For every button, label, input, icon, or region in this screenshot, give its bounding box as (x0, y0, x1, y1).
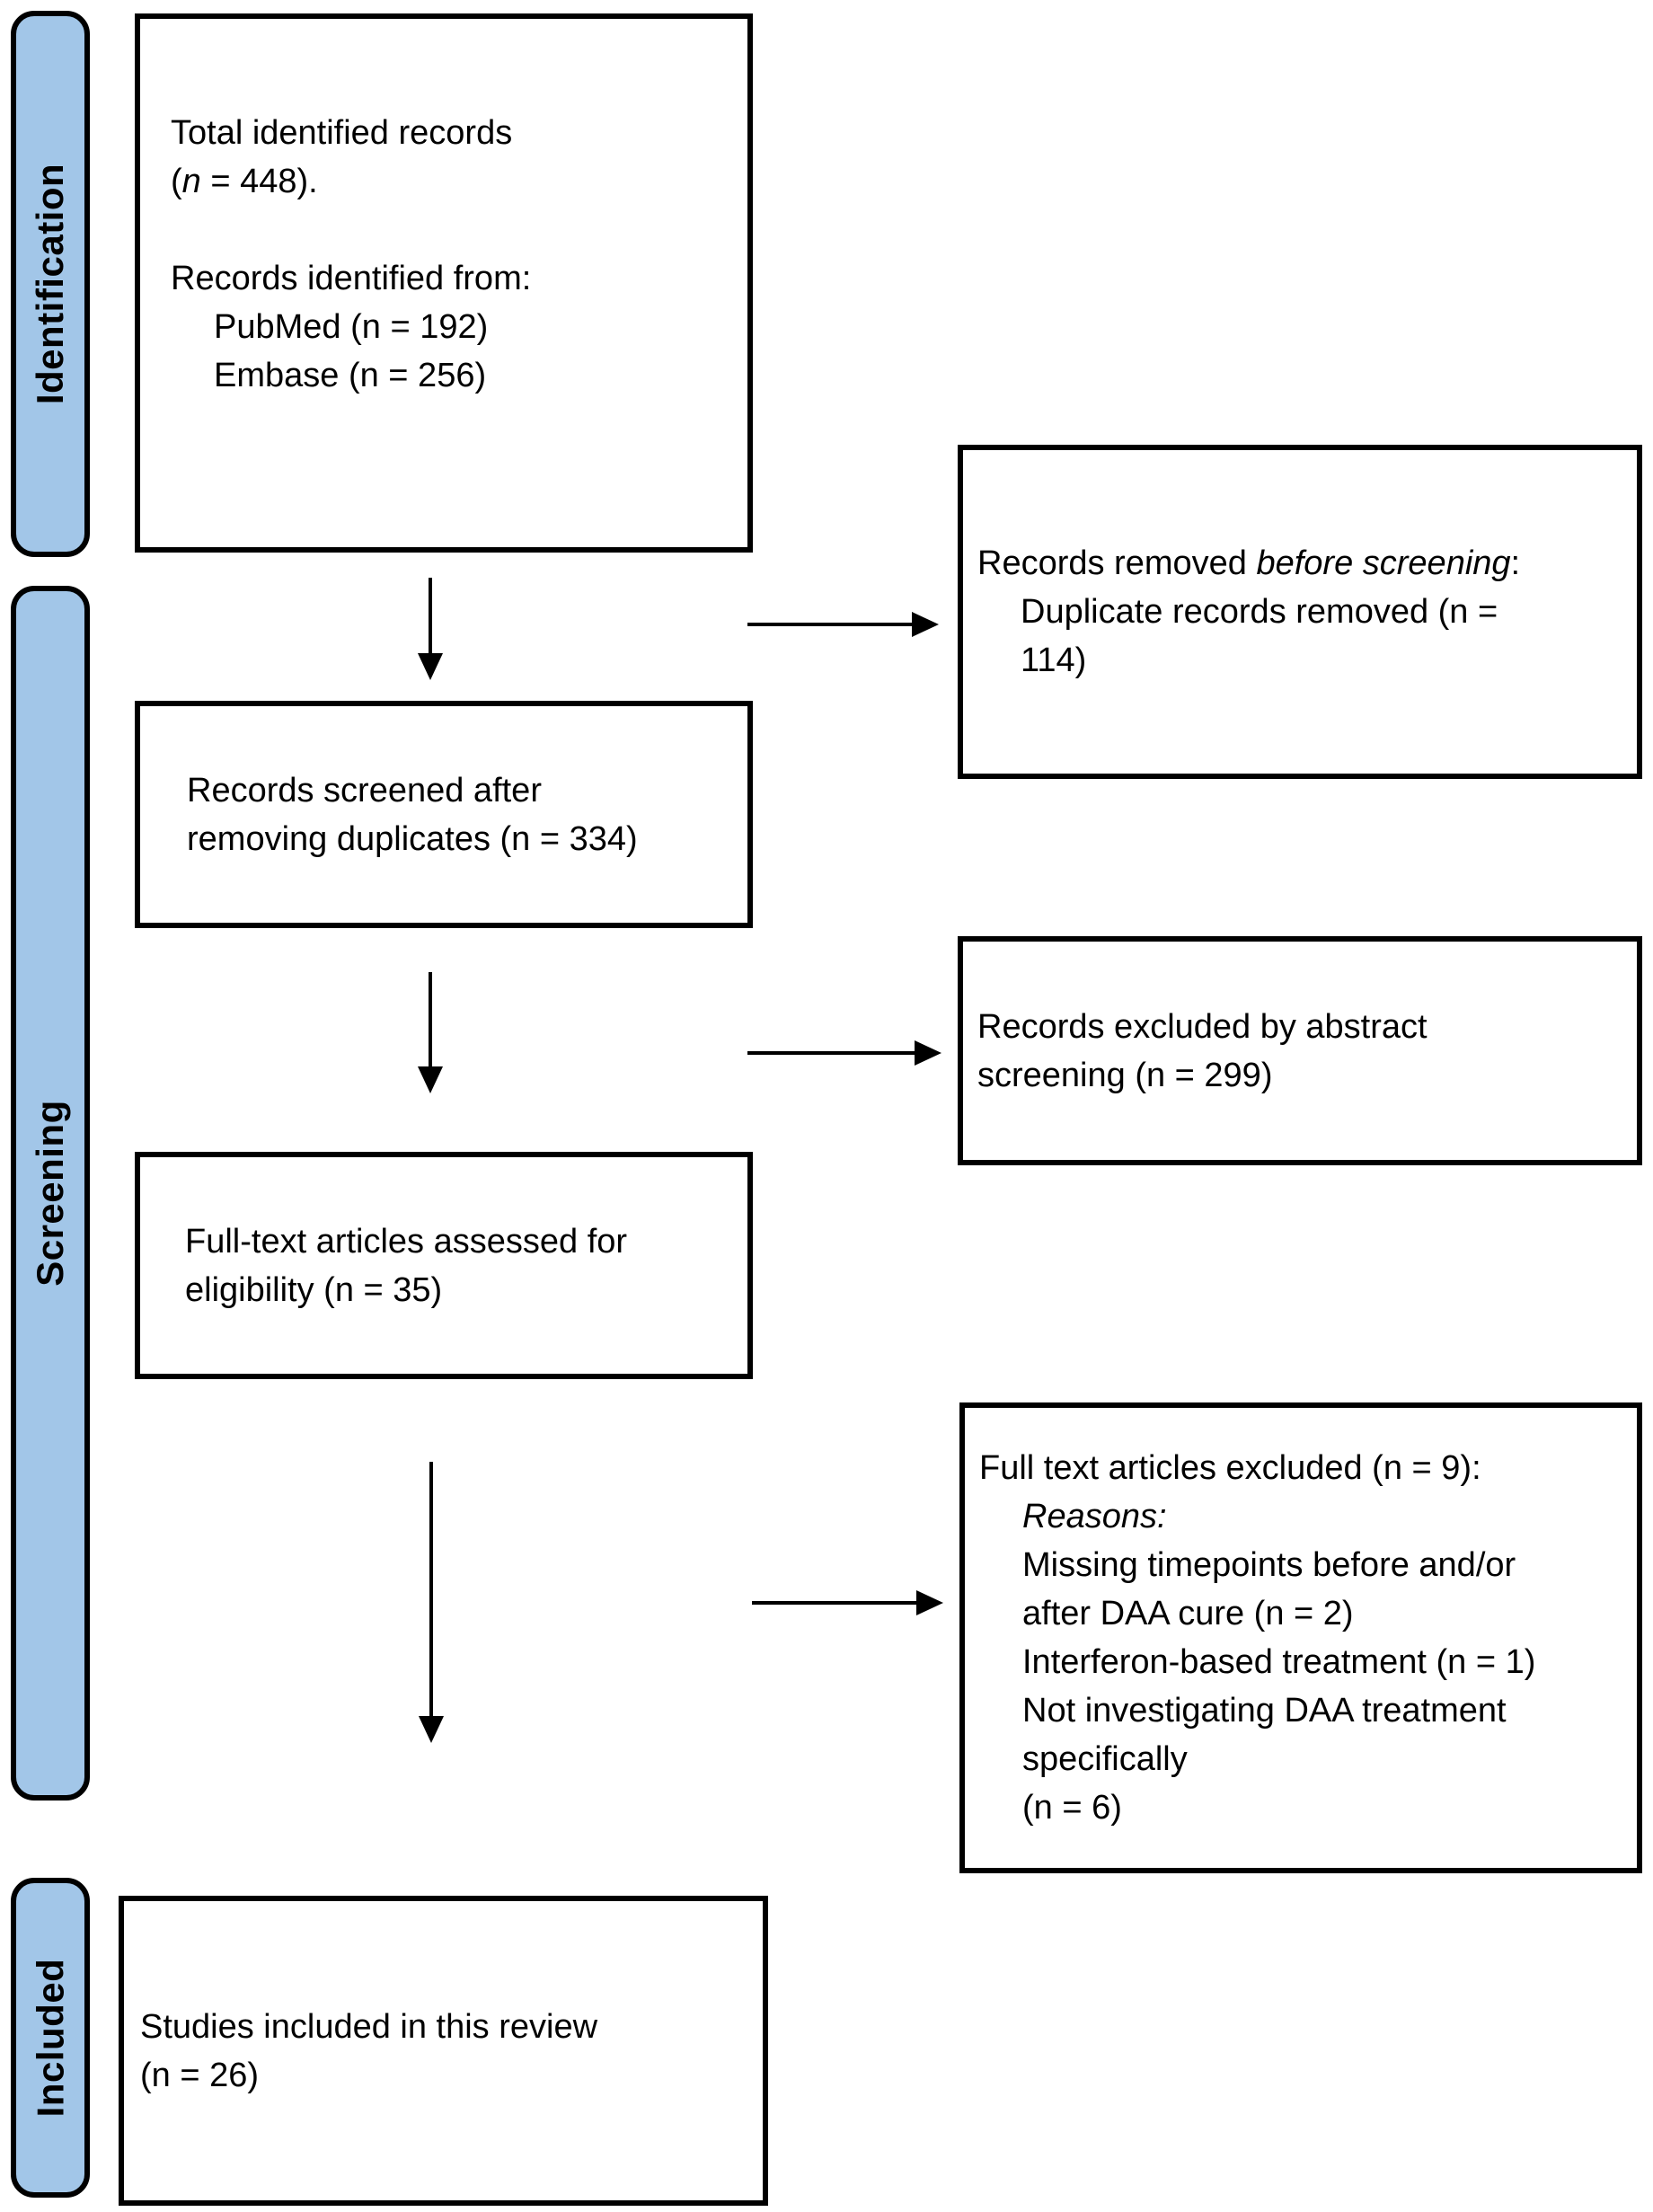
stage-label-screening: Screening (29, 1100, 72, 1287)
text-line: Reasons: (1022, 1498, 1167, 1535)
arrow-to-excluded-abstract (747, 1040, 941, 1066)
text-line: Studies included in this review (140, 2007, 598, 2046)
text-line: screening (n = 299) (977, 1056, 1273, 1094)
text-line: eligibility (n = 35) (185, 1270, 443, 1309)
box-records-excluded-abstract (958, 936, 1642, 1165)
text-line: Records excluded by abstract (977, 1007, 1428, 1046)
box-records-removed-before-screening (958, 445, 1642, 779)
text-line (171, 206, 729, 254)
arrow-to-fulltext-excluded (752, 1590, 943, 1615)
arrow-to-removed-before-screening (747, 612, 939, 637)
box-fulltext-excluded (959, 1402, 1642, 1873)
text-line: PubMed (n = 192) (214, 308, 489, 346)
text-line: Duplicate records removed (n = (1021, 593, 1498, 631)
text-line: (n = 26) (140, 2056, 260, 2094)
text-line: Interferon-based treatment (n = 1) (1022, 1643, 1536, 1681)
stage-bar-identification (11, 11, 90, 557)
box-total-identified-records (135, 13, 753, 553)
text-line: Records screened after (187, 771, 542, 810)
stage-bar-screening (11, 586, 90, 1801)
text-line: Embase (n = 256) (214, 357, 487, 394)
text-line: after DAA cure (n = 2) (1022, 1595, 1354, 1632)
text-line: Missing timepoints before and/or (1022, 1546, 1516, 1584)
text-line: specifically (1022, 1740, 1188, 1778)
box-studies-included (119, 1896, 768, 2206)
stage-label-included: Included (29, 1958, 71, 2118)
text-line: (n = 448). (171, 163, 318, 200)
stage-bar-included (11, 1878, 90, 2198)
text-line: Full-text articles assessed for (185, 1222, 628, 1261)
text-line: Full text articles excluded (n = 9): (979, 1449, 1481, 1487)
arrow-identified-to-screened (418, 578, 443, 680)
arrow-screened-to-fulltext (418, 972, 443, 1093)
text-line: Records identified from: (171, 260, 532, 297)
text-line: (n = 6) (1022, 1789, 1122, 1827)
text-line: Total identified records (171, 114, 513, 152)
text-line: removing duplicates (n = 334) (187, 819, 638, 858)
box-fulltext-assessed (135, 1152, 753, 1379)
box-records-screened (135, 701, 753, 928)
text-line: Not investigating DAA treatment (1022, 1692, 1507, 1730)
text-line: 114) (1021, 641, 1087, 679)
arrow-fulltext-to-included (419, 1462, 444, 1743)
text-line: Records removed before screening: (977, 544, 1521, 582)
stage-label-identification: Identification (29, 163, 71, 405)
